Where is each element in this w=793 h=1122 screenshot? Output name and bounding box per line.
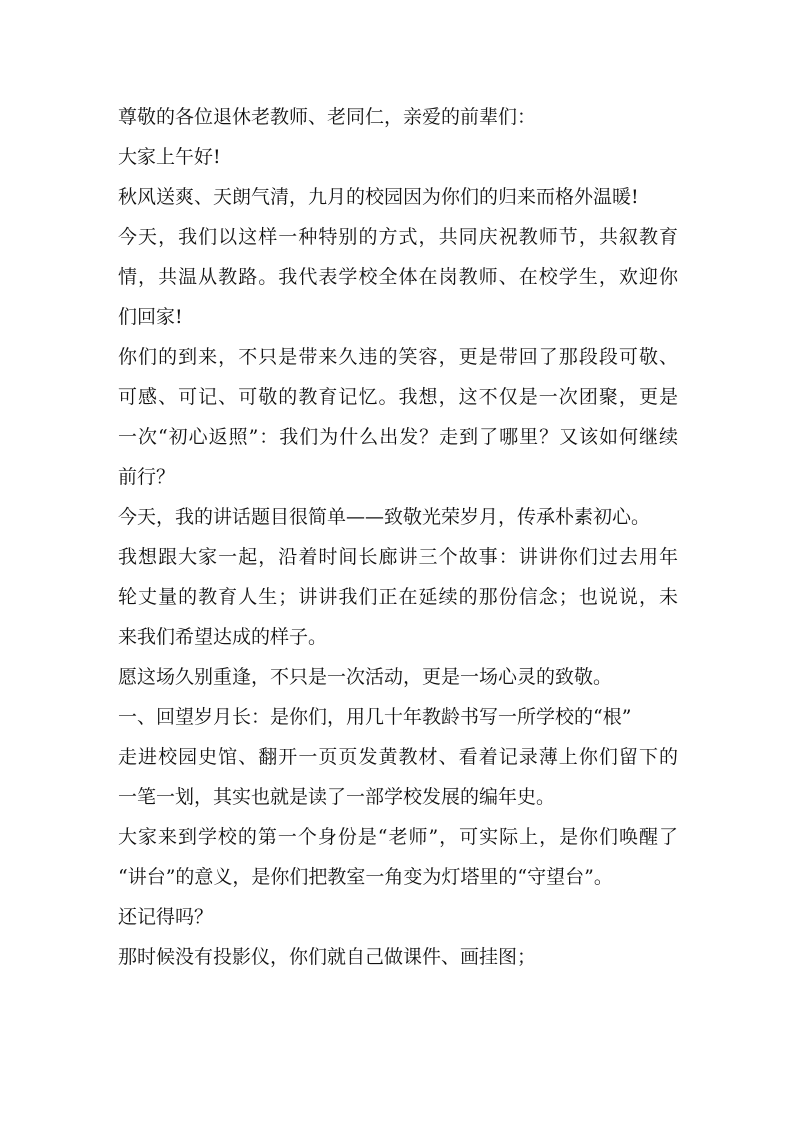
text-line: 一笔一划，其实也就是读了一部学校发展的编年史。 bbox=[118, 786, 556, 808]
text-line: 一、回望岁月长：是你们，用几十年教龄书写一所学校的“根” bbox=[118, 706, 632, 728]
text-line: 可感、可记、可敬的教育记忆。我想，这不仅是一次团聚，更是 bbox=[118, 386, 678, 408]
text-line: 情，共温从教路。我代表学校全体在岗教师、在校学生，欢迎你 bbox=[118, 266, 678, 288]
text-line: 大家来到学校的第一个身份是“老师”，可实际上，是你们唤醒了 bbox=[118, 826, 678, 848]
paragraph bbox=[118, 897, 678, 937]
text-line: 还记得吗？ bbox=[118, 906, 214, 928]
paragraph bbox=[118, 217, 678, 337]
text-line: 一次“初心返照”：我们为什么出发？走到了哪里？又该如何继续 bbox=[118, 426, 678, 448]
text-line: 前行？ bbox=[118, 466, 176, 488]
text-line: 愿这场久别重逢，不只是一次活动，更是一场心灵的致敬。 bbox=[118, 666, 613, 688]
paragraph bbox=[118, 817, 678, 897]
text-line: 尊敬的各位退休老教师、老同仁，亲爱的前辈们： bbox=[118, 106, 537, 128]
text-line: 那时候没有投影仪，你们就自己做课件、画挂图； bbox=[118, 946, 537, 968]
document-page bbox=[118, 97, 678, 977]
paragraph bbox=[118, 177, 678, 217]
text-line: “讲台”的意义，是你们把教室一角变为灯塔里的“守望台”。 bbox=[118, 866, 613, 888]
paragraph bbox=[118, 937, 678, 977]
text-line: 轮丈量的教育人生；讲讲我们正在延续的那份信念；也说说，未 bbox=[118, 586, 678, 608]
text-line: 大家上午好! bbox=[118, 146, 221, 168]
text-line: 今天，我的讲话题目很简单——致敬光荣岁月，传承朴素初心。 bbox=[118, 506, 651, 528]
paragraph bbox=[118, 97, 678, 137]
text-line: 秋风送爽、天朗气清，九月的校园因为你们的归来而格外温暖! bbox=[118, 186, 639, 208]
text-line: 你们的到来，不只是带来久违的笑容，更是带回了那段段可敬、 bbox=[118, 346, 678, 368]
text-line: 来我们希望达成的样子。 bbox=[118, 626, 328, 648]
paragraph bbox=[118, 697, 678, 737]
text-line: 走进校园史馆、翻开一页页发黄教材、看着记录薄上你们留下的 bbox=[118, 746, 678, 768]
paragraph bbox=[118, 137, 678, 177]
paragraph bbox=[118, 737, 678, 817]
text-line: 今天，我们以这样一种特别的方式，共同庆祝教师节，共叙教育 bbox=[118, 226, 678, 248]
paragraph bbox=[118, 337, 678, 497]
text-line: 们回家! bbox=[118, 306, 183, 328]
paragraph bbox=[118, 537, 678, 657]
paragraph bbox=[118, 497, 678, 537]
paragraph bbox=[118, 657, 678, 697]
text-line: 我想跟大家一起，沿着时间长廊讲三个故事：讲讲你们过去用年 bbox=[118, 546, 678, 568]
